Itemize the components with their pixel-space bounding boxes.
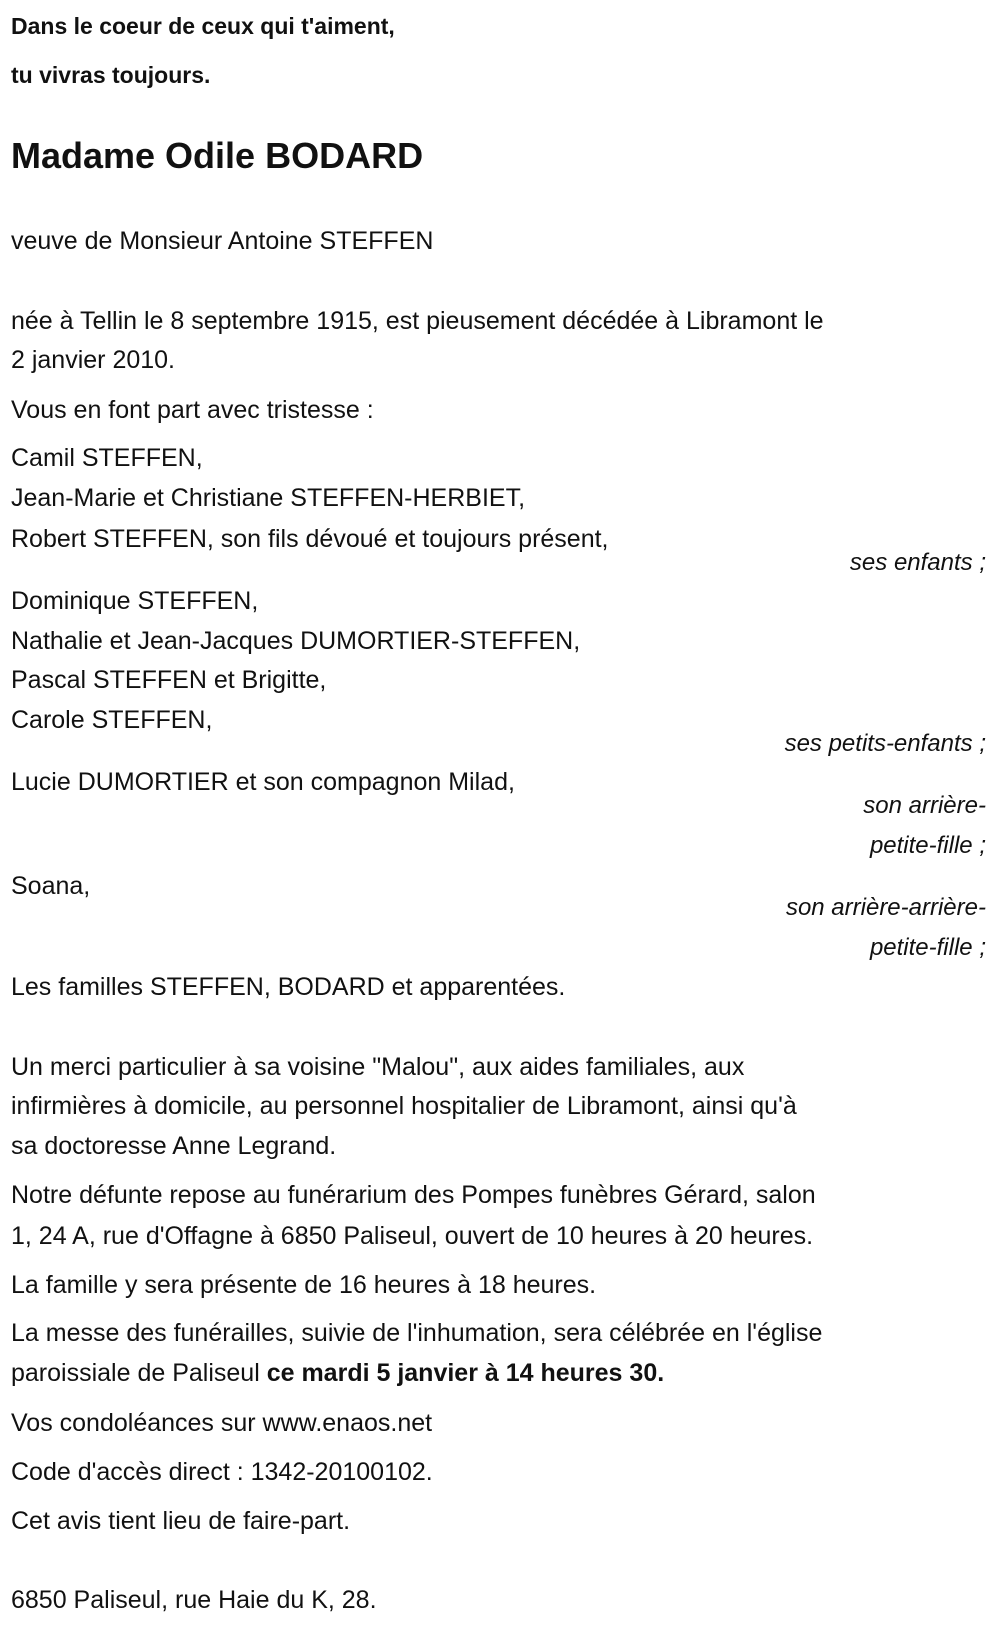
thanks-line: sa doctoresse Anne Legrand. bbox=[11, 1132, 337, 1160]
great-grandchild-label: petite-fille ; bbox=[869, 832, 986, 859]
great-great-grandchild-label: son arrière-arrière- bbox=[785, 894, 986, 921]
thanks-line: Un merci particulier à sa voisine "Malou", aux aides familiales, aux bbox=[11, 1053, 745, 1081]
grandchild: Carole STEFFEN, bbox=[11, 706, 213, 734]
access-code: Code d'accès direct : 1342-20100102. bbox=[11, 1458, 433, 1486]
notice: Cet avis tient lieu de faire-part. bbox=[11, 1507, 351, 1535]
repose-line: 1, 24 A, rue d'Offagne à 6850 Paliseul, ouvert de 10 heures à 20 heures. bbox=[11, 1222, 814, 1250]
child: Robert STEFFEN, son fils dévoué et toujours présent, bbox=[11, 525, 609, 553]
great-grandchild: Lucie DUMORTIER et son compagnon Milad, bbox=[11, 768, 515, 796]
families: Les familles STEFFEN, BODARD et apparentées. bbox=[11, 973, 566, 1001]
birth-death-line: née à Tellin le 8 septembre 1915, est pieusement décédée à Libramont le bbox=[11, 307, 824, 335]
condolences: Vos condoléances sur www.enaos.net bbox=[11, 1409, 433, 1437]
child: Camil STEFFEN, bbox=[11, 444, 203, 472]
page-title: Madame Odile BODARD bbox=[11, 135, 424, 176]
address: 6850 Paliseul, rue Haie du K, 28. bbox=[11, 1586, 377, 1614]
great-great-grandchild: Soana, bbox=[11, 872, 91, 900]
mass-line bbox=[11, 1353, 664, 1393]
mass-datetime: ce mardi 5 janvier à 14 heures 30. bbox=[266, 1359, 665, 1387]
family-presence: La famille y sera présente de 16 heures à 18 heures. bbox=[11, 1271, 597, 1299]
mass-line: La messe des funérailles, suivie de l'inhumation, sera célébrée en l'église bbox=[11, 1319, 823, 1347]
mass-prefix: paroissiale de Paliseul bbox=[11, 1359, 267, 1387]
widow-of: veuve de Monsieur Antoine STEFFEN bbox=[11, 227, 434, 255]
child: Jean-Marie et Christiane STEFFEN-HERBIET, bbox=[11, 484, 526, 512]
epigraph-line: tu vivras toujours. bbox=[11, 62, 211, 88]
great-great-grandchild-label: petite-fille ; bbox=[869, 934, 986, 961]
children-label: ses enfants ; bbox=[849, 549, 986, 576]
grandchild: Dominique STEFFEN, bbox=[11, 587, 259, 615]
grandchildren-label: ses petits-enfants ; bbox=[784, 730, 986, 757]
birth-death-line: 2 janvier 2010. bbox=[11, 346, 176, 374]
thanks-line: infirmières à domicile, au personnel hospitalier de Libramont, ainsi qu'à bbox=[11, 1092, 797, 1120]
repose-line: Notre défunte repose au funérarium des Pompes funèbres Gérard, salon bbox=[11, 1181, 816, 1209]
great-grandchild-label: son arrière- bbox=[863, 792, 986, 819]
grandchild: Nathalie et Jean-Jacques DUMORTIER-STEFFEN, bbox=[11, 627, 581, 655]
announce: Vous en font part avec tristesse : bbox=[11, 396, 374, 424]
epigraph-line: Dans le coeur de ceux qui t'aiment, bbox=[11, 13, 395, 39]
grandchild: Pascal STEFFEN et Brigitte, bbox=[11, 666, 327, 694]
